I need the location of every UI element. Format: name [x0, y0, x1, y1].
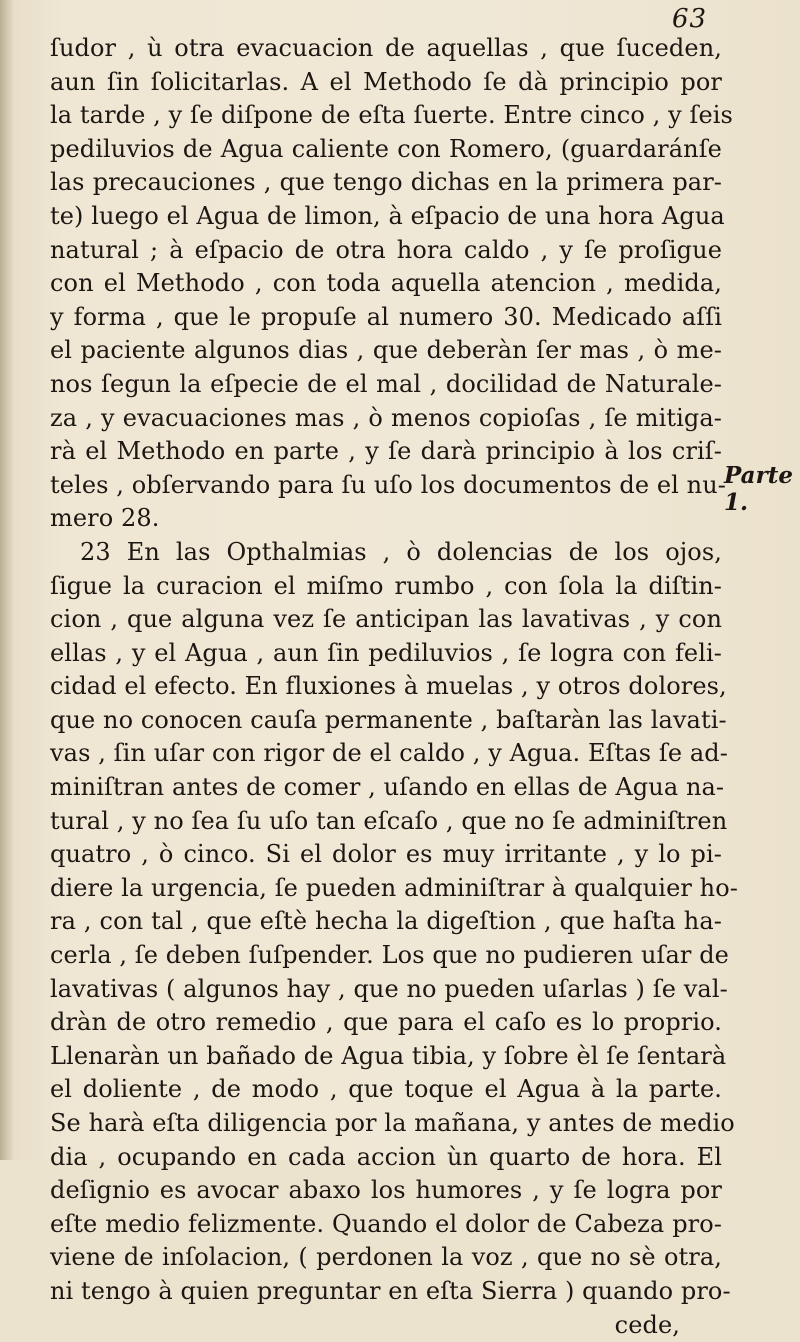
- text-line: nos ſegun la eſpecie de el mal , docilidad de Naturale-: [50, 369, 722, 398]
- text-line: la tarde , y ſe diſpone de eſta ſuerte. Entre cinco , y ſeis: [50, 101, 733, 130]
- text-line: diere la urgencia, ſe pueden adminiſtrar à qualquier ho-: [50, 873, 738, 902]
- text-line: y forma , que le propuſe al numero 30. Medicado aſſi: [50, 302, 722, 331]
- body-text: [50, 32, 738, 1342]
- catchword: cede,: [614, 1310, 680, 1339]
- text-line: ſudor , ù otra evacuacion de aquellas , que ſuceden,: [50, 34, 722, 62]
- margin-note: Parte 1.: [724, 462, 793, 516]
- text-line: quatro , ò cinco. Si el dolor es muy irritante , y lo pi-: [50, 840, 722, 869]
- text-line: Se harà eſta diligencia por la mañana, y antes de medio: [50, 1109, 735, 1137]
- text-line: con el Methodo , con toda aquella atencion , medida,: [50, 269, 722, 298]
- text-line: las precauciones , que tengo dichas en la primera par-: [50, 168, 722, 197]
- text-line: ra , con tal , que eſtè hecha la digeſtion , que haſta ha-: [50, 907, 722, 936]
- text-line: ellas , y el Agua , aun ſin pediluvios , ſe logra con feli-: [50, 638, 722, 667]
- text-line: tural , y no ſea ſu uſo tan eſcaſo , que no ſe adminiſtren: [50, 806, 728, 835]
- text-line: te) luego el Agua de limon, à eſpacio de una hora Agua: [50, 201, 725, 230]
- text-line: teles , obſervando para ſu uſo los documentos de el nu-: [50, 470, 726, 499]
- text-line: ni tengo à quien preguntar en eſta Sierra ) quando pro-: [50, 1276, 731, 1305]
- text-line: aun ſin ſolicitarlas. A el Methodo ſe dà principio por: [50, 67, 722, 96]
- text-line: cion , que alguna vez ſe anticipan las lavativas , y con: [50, 605, 722, 634]
- text-line: dia , ocupando en cada accion ùn quarto de hora. El: [50, 1142, 722, 1171]
- text-line: Llenaràn un bañado de Agua tibia, y ſobre èl ſe ſentarà: [50, 1041, 727, 1070]
- text-line: que no conocen cauſa permanente , baſtaràn las lavati-: [50, 705, 727, 734]
- text-line: ſigue la curacion el miſmo rumbo , con ſola la diſtin-: [50, 571, 722, 600]
- text-line: rà el Methodo en parte , y ſe darà principio à los criſ-: [50, 437, 722, 466]
- page-number: 63: [672, 4, 708, 34]
- text-line: deſignio es avocar abaxo los humores , y ſe logra por: [50, 1176, 722, 1205]
- text-line: el paciente algunos dias , que deberàn ſer mas , ò me-: [50, 336, 722, 365]
- page-gutter: [0, 0, 14, 1160]
- text-line: el doliente , de modo , que toque el Agua à la parte.: [50, 1075, 722, 1104]
- text-line: mero 28.: [50, 504, 160, 533]
- text-line: natural ; à eſpacio de otra hora caldo , y ſe proſigue: [50, 235, 722, 264]
- text-line: za , y evacuaciones mas , ò menos copioſas , ſe mitiga-: [50, 403, 722, 432]
- text-line: viene de inſolacion, ( perdonen la voz , que no sè otra,: [50, 1243, 722, 1272]
- paragraph-start-line: 23 En las Opthalmias , ò dolencias de los ojos,: [80, 537, 722, 566]
- text-line: cidad el efecto. En fluxiones à muelas , y otros dolores,: [50, 672, 727, 701]
- text-line: pediluvios de Agua caliente con Romero, (guardaránſe: [50, 134, 722, 163]
- text-line: miniſtran antes de comer , uſando en ellas de Agua na-: [50, 773, 725, 802]
- text-line: cerla , ſe deben ſuſpender. Los que no pudieren uſar de: [50, 941, 729, 970]
- text-line: eſte medio felizmente. Quando el dolor de Cabeza pro-: [50, 1209, 722, 1238]
- text-line: dràn de otro remedio , que para el caſo es lo proprio.: [50, 1008, 722, 1037]
- text-line: vas , ſin uſar con rigor de el caldo , y Agua. Eſtas ſe ad-: [50, 739, 728, 768]
- text-line: lavativas ( algunos hay , que no pueden uſarlas ) ſe val-: [50, 974, 728, 1003]
